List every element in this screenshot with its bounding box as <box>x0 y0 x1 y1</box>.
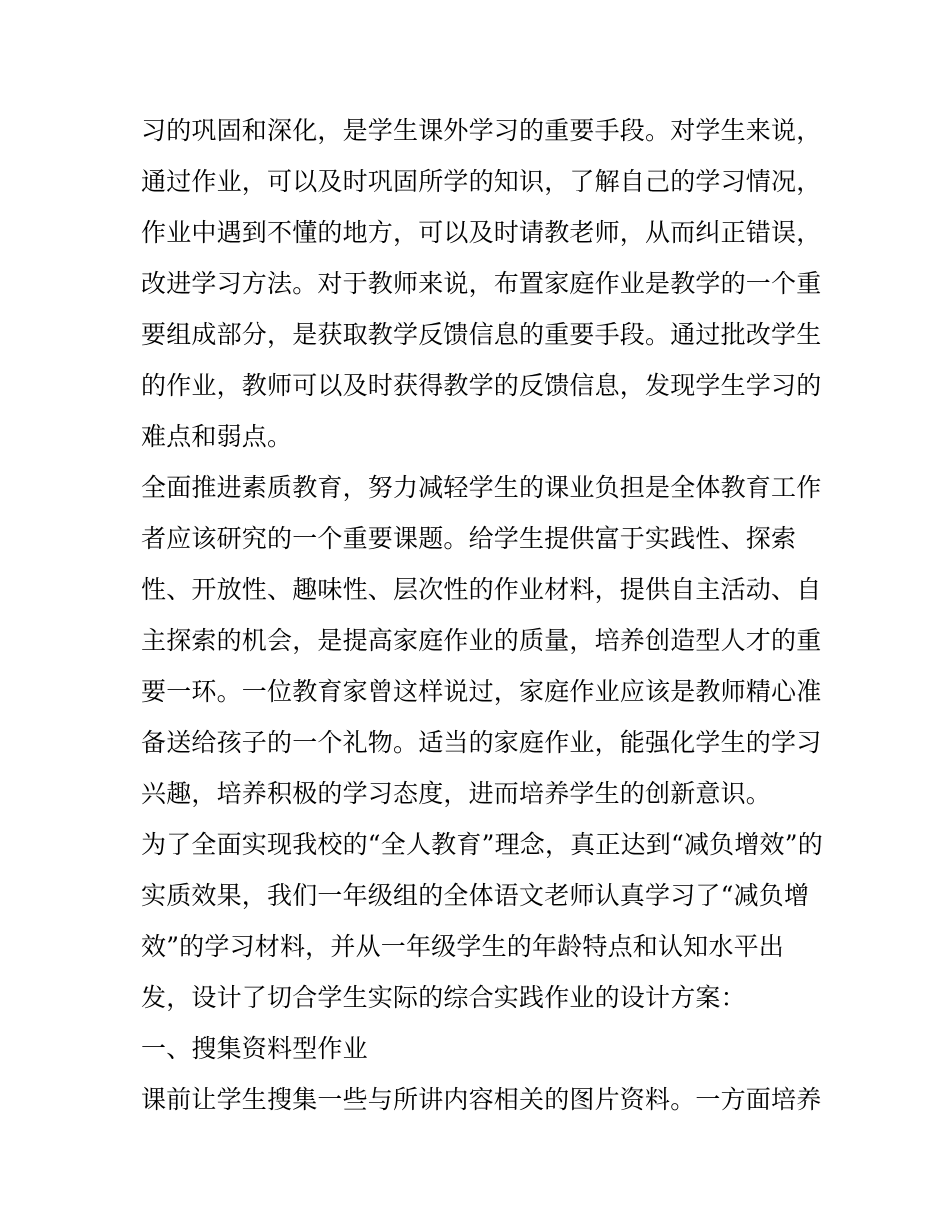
text-line: 性、开放性、趣味性、层次性的作业材料，提供自主活动、自 <box>141 575 822 604</box>
text-line: 实质效果，我们一年级组的全体语文老师认真学习了“减负增 <box>141 881 810 910</box>
text-line: 备送给孩子的一个礼物。适当的家庭作业，能强化学生的学习 <box>141 728 822 757</box>
text-line: 的作业，教师可以及时获得教学的反馈信息，发现学生学习的 <box>141 371 822 400</box>
text-line: 为了全面实现我校的“全人教育”理念，真正达到“减负增效”的 <box>141 830 823 859</box>
document-body <box>141 105 821 1125</box>
text-line: 兴趣，培养积极的学习态度，进而培养学生的创新意识。 <box>141 779 772 808</box>
text-line: 要组成部分，是获取教学反馈信息的重要手段。通过批改学生 <box>141 320 822 349</box>
text-line: 者应该研究的一个重要课题。给学生提供富于实践性、探索 <box>141 524 797 553</box>
text-line: 作业中遇到不懂的地方，可以及时请教老师，从而纠正错误， <box>141 218 822 247</box>
text-line: 效”的学习材料，并从一年级学生的年龄特点和认知水平出 <box>141 932 784 961</box>
text-line: 习的巩固和深化，是学生课外学习的重要手段。对学生来说， <box>141 116 822 145</box>
text-line: 改进学习方法。对于教师来说，布置家庭作业是教学的一个重 <box>141 269 822 298</box>
text-line: 难点和弱点。 <box>141 422 293 451</box>
text-line: 要一环。一位教育家曾这样说过，家庭作业应该是教师精心准 <box>141 677 822 706</box>
section-heading: 一、搜集资料型作业 <box>141 1034 368 1063</box>
text-line: 通过作业，可以及时巩固所学的知识，了解自己的学习情况， <box>141 167 822 196</box>
text-line: 发，设计了切合学生实际的综合实践作业的设计方案： <box>141 983 746 1012</box>
text-line: 主探索的机会，是提高家庭作业的质量，培养创造型人才的重 <box>141 626 822 655</box>
text-line: 课前让学生搜集一些与所讲内容相关的图片资料。一方面培养 <box>141 1085 822 1114</box>
text-line: 全面推进素质教育，努力减轻学生的课业负担是全体教育工作 <box>141 473 822 502</box>
